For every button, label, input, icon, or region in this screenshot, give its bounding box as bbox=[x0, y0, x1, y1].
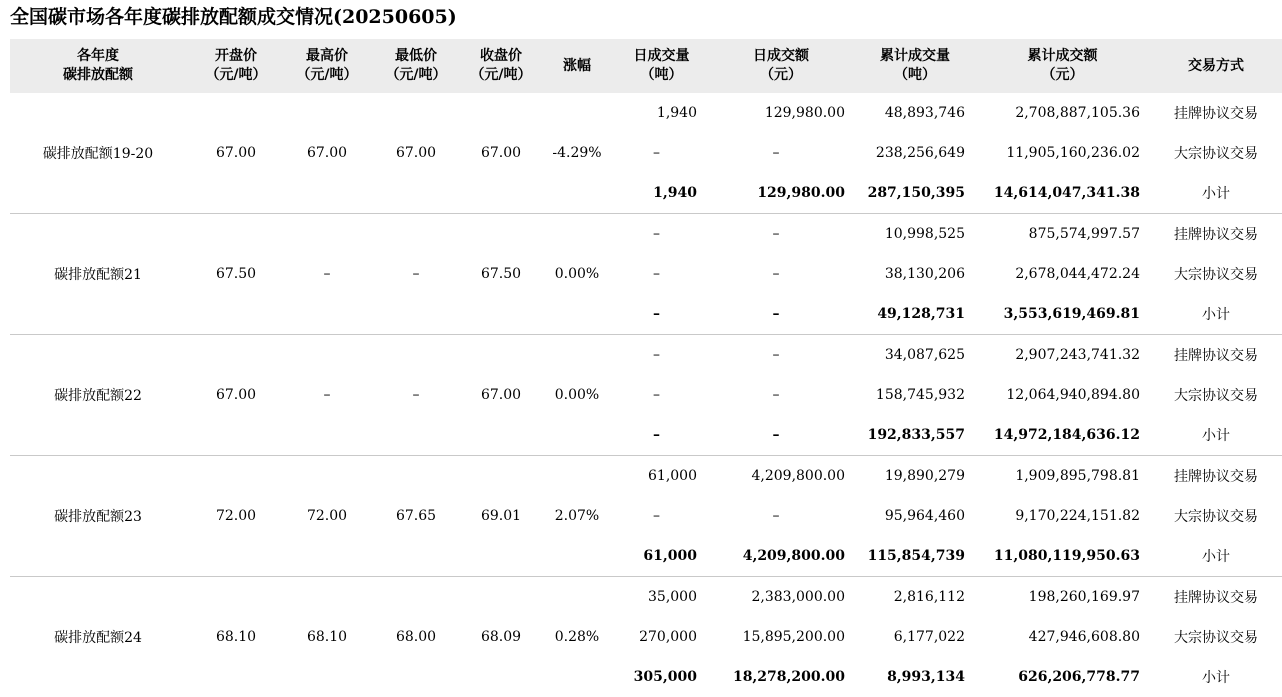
trade-method-cell: 挂牌协议交易 bbox=[1150, 214, 1282, 255]
trade-method-cell: 挂牌协议交易 bbox=[1150, 335, 1282, 376]
daily-turnover-cell: – bbox=[707, 415, 855, 456]
cumulative-volume-cell: 8,993,134 bbox=[855, 657, 975, 697]
column-header-low bbox=[368, 39, 464, 93]
daily-volume-cell: – bbox=[616, 375, 707, 415]
close-price-cell: 67.00 bbox=[464, 335, 538, 456]
close-price-cell: 67.50 bbox=[464, 214, 538, 335]
table-row bbox=[10, 214, 1282, 255]
close-price-cell: 69.01 bbox=[464, 456, 538, 577]
quota-label-cell: 碳排放配额23 bbox=[10, 456, 186, 577]
trade-method-cell: 挂牌协议交易 bbox=[1150, 93, 1282, 133]
trade-method-cell: 小计 bbox=[1150, 173, 1282, 214]
daily-turnover-cell: – bbox=[707, 496, 855, 536]
trade-method-cell: 挂牌协议交易 bbox=[1150, 456, 1282, 497]
trade-method-cell: 大宗协议交易 bbox=[1150, 617, 1282, 657]
daily-turnover-cell: – bbox=[707, 214, 855, 255]
daily-volume-cell: – bbox=[616, 294, 707, 335]
change-pct-cell: 0.00% bbox=[538, 214, 616, 335]
cumulative-turnover-cell: 626,206,778.77 bbox=[975, 657, 1150, 697]
change-pct-cell: -4.29% bbox=[538, 93, 616, 214]
trade-method-cell: 小计 bbox=[1150, 294, 1282, 335]
header-line1: 开盘价 bbox=[186, 47, 286, 66]
header-line1: 各年度 bbox=[10, 47, 186, 66]
cumulative-volume-cell: 10,998,525 bbox=[855, 214, 975, 255]
change-pct-cell: 0.28% bbox=[538, 577, 616, 697]
cumulative-turnover-cell: 875,574,997.57 bbox=[975, 214, 1150, 255]
cumulative-turnover-cell: 427,946,608.80 bbox=[975, 617, 1150, 657]
high-price-cell: – bbox=[286, 335, 368, 456]
cumulative-volume-cell: 49,128,731 bbox=[855, 294, 975, 335]
low-price-cell: – bbox=[368, 214, 464, 335]
daily-volume-cell: – bbox=[616, 133, 707, 173]
low-price-cell: – bbox=[368, 335, 464, 456]
header-line1: 日成交量 bbox=[616, 47, 707, 66]
cumulative-volume-cell: 19,890,279 bbox=[855, 456, 975, 497]
cumulative-volume-cell: 48,893,746 bbox=[855, 93, 975, 133]
open-price-cell: 72.00 bbox=[186, 456, 286, 577]
header-line2: （元） bbox=[707, 66, 855, 85]
column-header-quota bbox=[10, 39, 186, 93]
high-price-cell: 68.10 bbox=[286, 577, 368, 697]
daily-turnover-cell: – bbox=[707, 335, 855, 376]
page-title: 全国碳市场各年度碳排放配额成交情况(20250605) bbox=[10, 5, 1282, 29]
daily-turnover-cell: 15,895,200.00 bbox=[707, 617, 855, 657]
daily-volume-cell: 1,940 bbox=[616, 173, 707, 214]
header-line1: 最低价 bbox=[368, 47, 464, 66]
header-line1: 累计成交量 bbox=[855, 47, 975, 66]
high-price-cell: – bbox=[286, 214, 368, 335]
daily-turnover-cell: 4,209,800.00 bbox=[707, 536, 855, 577]
cumulative-volume-cell: 6,177,022 bbox=[855, 617, 975, 657]
daily-volume-cell: 61,000 bbox=[616, 536, 707, 577]
open-price-cell: 67.00 bbox=[186, 335, 286, 456]
daily-volume-cell: 61,000 bbox=[616, 456, 707, 497]
header-line2: （吨） bbox=[616, 66, 707, 85]
quota-label-cell: 碳排放配额22 bbox=[10, 335, 186, 456]
daily-turnover-cell: 129,980.00 bbox=[707, 93, 855, 133]
open-price-cell: 68.10 bbox=[186, 577, 286, 697]
cumulative-volume-cell: 192,833,557 bbox=[855, 415, 975, 456]
cumulative-turnover-cell: 14,972,184,636.12 bbox=[975, 415, 1150, 456]
table-body bbox=[10, 93, 1282, 697]
daily-turnover-cell: – bbox=[707, 294, 855, 335]
column-header-method: 交易方式 bbox=[1150, 39, 1282, 93]
cumulative-turnover-cell: 198,260,169.97 bbox=[975, 577, 1150, 618]
header-line1: 累计成交额 bbox=[975, 47, 1150, 66]
change-pct-cell: 0.00% bbox=[538, 335, 616, 456]
daily-turnover-cell: – bbox=[707, 254, 855, 294]
column-header-cum-volume bbox=[855, 39, 975, 93]
table-row bbox=[10, 93, 1282, 133]
header-line2: （元） bbox=[975, 66, 1150, 85]
column-header-daily-volume bbox=[616, 39, 707, 93]
cumulative-volume-cell: 238,256,649 bbox=[855, 133, 975, 173]
daily-volume-cell: – bbox=[616, 415, 707, 456]
cumulative-volume-cell: 115,854,739 bbox=[855, 536, 975, 577]
header-line1: 收盘价 bbox=[464, 47, 538, 66]
cumulative-turnover-cell: 11,080,119,950.63 bbox=[975, 536, 1150, 577]
header-line1: 最高价 bbox=[286, 47, 368, 66]
header-line2: （元/吨） bbox=[368, 66, 464, 85]
cumulative-volume-cell: 95,964,460 bbox=[855, 496, 975, 536]
daily-volume-cell: – bbox=[616, 335, 707, 376]
daily-turnover-cell: – bbox=[707, 375, 855, 415]
daily-volume-cell: 270,000 bbox=[616, 617, 707, 657]
trade-method-cell: 小计 bbox=[1150, 415, 1282, 456]
table-row bbox=[10, 577, 1282, 618]
cumulative-turnover-cell: 14,614,047,341.38 bbox=[975, 173, 1150, 214]
cumulative-turnover-cell: 2,678,044,472.24 bbox=[975, 254, 1150, 294]
daily-volume-cell: – bbox=[616, 496, 707, 536]
cumulative-turnover-cell: 1,909,895,798.81 bbox=[975, 456, 1150, 497]
quota-label-cell: 碳排放配额21 bbox=[10, 214, 186, 335]
low-price-cell: 67.65 bbox=[368, 456, 464, 577]
trade-method-cell: 大宗协议交易 bbox=[1150, 496, 1282, 536]
daily-turnover-cell: 129,980.00 bbox=[707, 173, 855, 214]
trade-method-cell: 大宗协议交易 bbox=[1150, 133, 1282, 173]
close-price-cell: 67.00 bbox=[464, 93, 538, 214]
column-header-change: 涨幅 bbox=[538, 39, 616, 93]
daily-volume-cell: 1,940 bbox=[616, 93, 707, 133]
cumulative-turnover-cell: 12,064,940,894.80 bbox=[975, 375, 1150, 415]
header-line2: （元/吨） bbox=[464, 66, 538, 85]
cumulative-volume-cell: 34,087,625 bbox=[855, 335, 975, 376]
cumulative-volume-cell: 287,150,395 bbox=[855, 173, 975, 214]
trade-method-cell: 大宗协议交易 bbox=[1150, 254, 1282, 294]
column-header-open bbox=[186, 39, 286, 93]
cumulative-volume-cell: 2,816,112 bbox=[855, 577, 975, 618]
cumulative-turnover-cell: 9,170,224,151.82 bbox=[975, 496, 1150, 536]
open-price-cell: 67.50 bbox=[186, 214, 286, 335]
cumulative-turnover-cell: 2,708,887,105.36 bbox=[975, 93, 1150, 133]
high-price-cell: 67.00 bbox=[286, 93, 368, 214]
table-row bbox=[10, 456, 1282, 497]
open-price-cell: 67.00 bbox=[186, 93, 286, 214]
trade-method-cell: 挂牌协议交易 bbox=[1150, 577, 1282, 618]
header-row bbox=[10, 39, 1282, 93]
quota-label-cell: 碳排放配额24 bbox=[10, 577, 186, 697]
daily-volume-cell: – bbox=[616, 254, 707, 294]
column-header-high bbox=[286, 39, 368, 93]
close-price-cell: 68.09 bbox=[464, 577, 538, 697]
change-pct-cell: 2.07% bbox=[538, 456, 616, 577]
column-header-daily-turnover bbox=[707, 39, 855, 93]
high-price-cell: 72.00 bbox=[286, 456, 368, 577]
column-header-close bbox=[464, 39, 538, 93]
header-line2: 碳排放配额 bbox=[10, 66, 186, 85]
cumulative-turnover-cell: 3,553,619,469.81 bbox=[975, 294, 1150, 335]
table-header bbox=[10, 39, 1282, 93]
low-price-cell: 67.00 bbox=[368, 93, 464, 214]
quota-label-cell: 碳排放配额19-20 bbox=[10, 93, 186, 214]
low-price-cell: 68.00 bbox=[368, 577, 464, 697]
cumulative-turnover-cell: 11,905,160,236.02 bbox=[975, 133, 1150, 173]
carbon-market-table bbox=[10, 39, 1282, 697]
trade-method-cell: 大宗协议交易 bbox=[1150, 375, 1282, 415]
header-line1: 日成交额 bbox=[707, 47, 855, 66]
column-header-cum-turnover bbox=[975, 39, 1150, 93]
header-line2: （吨） bbox=[855, 66, 975, 85]
daily-turnover-cell: 18,278,200.00 bbox=[707, 657, 855, 697]
cumulative-volume-cell: 38,130,206 bbox=[855, 254, 975, 294]
daily-turnover-cell: – bbox=[707, 133, 855, 173]
daily-volume-cell: – bbox=[616, 214, 707, 255]
daily-turnover-cell: 4,209,800.00 bbox=[707, 456, 855, 497]
header-line2: （元/吨） bbox=[286, 66, 368, 85]
daily-turnover-cell: 2,383,000.00 bbox=[707, 577, 855, 618]
daily-volume-cell: 305,000 bbox=[616, 657, 707, 697]
cumulative-turnover-cell: 2,907,243,741.32 bbox=[975, 335, 1150, 376]
trade-method-cell: 小计 bbox=[1150, 536, 1282, 577]
daily-volume-cell: 35,000 bbox=[616, 577, 707, 618]
trade-method-cell: 小计 bbox=[1150, 657, 1282, 697]
table-row bbox=[10, 335, 1282, 376]
cumulative-volume-cell: 158,745,932 bbox=[855, 375, 975, 415]
header-line2: （元/吨） bbox=[186, 66, 286, 85]
